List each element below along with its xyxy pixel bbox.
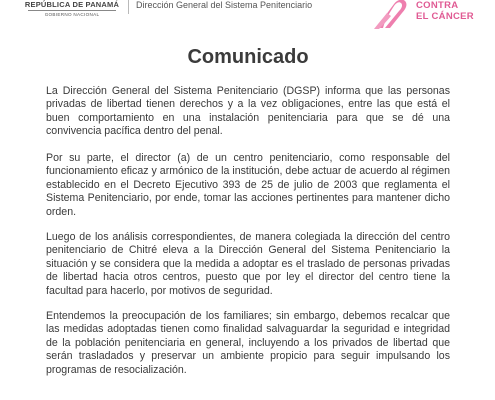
paragraph-4: Entendemos la preocupación de los familiares; sin embargo, debemos recalcar que las medidas adoptadas tienen como finalidad salvaguardar la seguridad e integridad de la población penitenciaria en general, incluyendo a los privados de libertad que serán trasladados y preservar un ambiente propicio para seguir impulsando los programas de resocialización. bbox=[46, 310, 450, 376]
paragraph-1: La Dirección General del Sistema Penitenciario (DGSP) informa que las personas privadas de libertad tienen derechos y a la vez obligaciones, entre las que está el buen comportamiento en una instalación penitenciaria para que se dé una convivencia pacífica dentro del penal. bbox=[46, 85, 450, 138]
paragraph-2: Por su parte, el director (a) de un centro penitenciario, como responsable del funcionamiento eficaz y armónico de la institución, debe actuar de acuerdo al régimen establecido en el Decreto Ejecutivo 393 de 25 de julio de 2003 que reglamenta el Sistema Penitenciario, por ende, tomar las acciones pertinentes para mantener dicho orden. bbox=[46, 152, 450, 218]
campaign-label bbox=[416, 0, 474, 22]
government-name: REPÚBLICA DE PANAMÁ bbox=[24, 0, 120, 9]
pink-ribbon-icon bbox=[372, 0, 410, 30]
agency-name: Dirección General del Sistema Penitenciario bbox=[136, 0, 313, 10]
page-title: Comunicado bbox=[187, 46, 309, 68]
government-logo bbox=[20, 0, 124, 18]
paragraph-3: Luego de los análisis correspondientes, de manera colegiada la dirección del centro penitenciario de Chitré eleva a la Dirección General del Sistema Penitenciario la situación y se considera que la medida a adoptar es el traslado de personas privadas de libertad hacia otros centros, puesto que por ley el director del centro tiene la facultad para hacerlo, por motivos de seguridad. bbox=[46, 231, 450, 297]
campaign-line-2: EL CÁNCER bbox=[416, 11, 474, 22]
header-divider bbox=[128, 0, 129, 14]
page-header bbox=[0, 0, 495, 32]
campaign-line-1: CONTRA bbox=[416, 0, 459, 11]
government-subtitle: GOBIERNO NACIONAL bbox=[28, 10, 116, 18]
